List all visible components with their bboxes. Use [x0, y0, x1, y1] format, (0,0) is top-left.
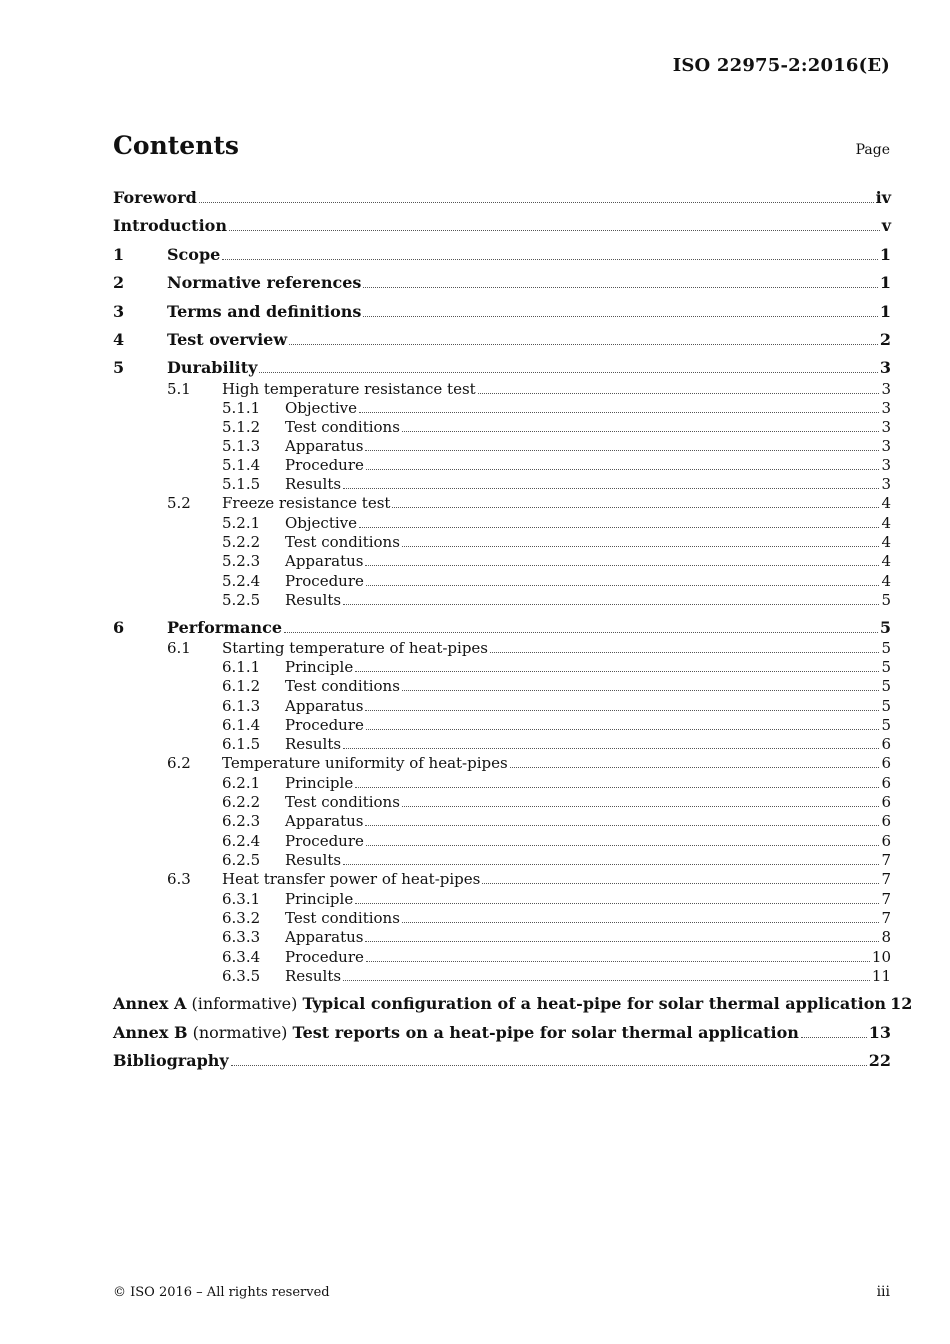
toc-entry-page: 3 [881, 418, 891, 436]
dot-leader [366, 729, 880, 730]
toc-entry-title-text: Annex B [113, 1023, 188, 1042]
dot-leader [259, 372, 877, 373]
toc-entry[interactable] [113, 1048, 891, 1070]
toc-entry-title-text: Terms and definitions [167, 302, 362, 321]
toc-entry-title [285, 591, 341, 609]
dot-leader [343, 748, 879, 749]
toc-entry-page: 4 [881, 572, 891, 590]
dot-leader [365, 941, 879, 942]
toc-entry-title-text: Normative references [167, 273, 362, 292]
toc-entry-page: 22 [868, 1051, 891, 1070]
toc-entry[interactable] [113, 587, 891, 609]
annex-title-text: Test reports on a heat-pipe for solar thermal application [292, 1023, 799, 1042]
toc-entry-title-text: Temperature uniformity of heat-pipes [222, 754, 508, 772]
toc-entry-number: 4 [113, 330, 125, 349]
dot-leader [366, 961, 870, 962]
toc-entry-page: 4 [881, 552, 891, 570]
toc-entry-page: 10 [871, 948, 891, 966]
dot-leader [355, 671, 879, 672]
toc-entry-title [113, 188, 197, 207]
toc-entry-number: 6.2.4 [222, 832, 261, 850]
toc-entry-number: 5.1.5 [222, 475, 261, 493]
annex-type-note: (informative) [186, 994, 303, 1013]
toc-entry-page: 7 [881, 890, 891, 908]
toc-entry-number: 5.2.5 [222, 591, 261, 609]
toc-entry-number: 5.1 [167, 380, 191, 398]
dot-leader [363, 287, 877, 288]
toc-entry-number: 6.2.5 [222, 851, 261, 869]
toc-entry-number: 6.2.3 [222, 812, 261, 830]
dot-leader [355, 787, 879, 788]
toc-entry-title-text: Principle [285, 774, 354, 792]
toc-entry-number: 6.3 [167, 870, 191, 888]
toc-entry-title-text: Procedure [285, 456, 364, 474]
toc-entry[interactable] [113, 866, 891, 888]
dot-leader [366, 845, 880, 846]
toc-entry-page: 1 [879, 273, 891, 292]
dot-leader [222, 259, 878, 260]
toc-entry[interactable] [113, 615, 891, 637]
dot-leader [343, 604, 879, 605]
annex-title-text: Typical configuration of a heat-pipe for solar thermal application [302, 994, 887, 1013]
toc-entry[interactable] [113, 548, 891, 570]
toc-entry-page: 6 [881, 832, 891, 850]
dot-leader [478, 393, 880, 394]
toc-entry-title-text: Performance [167, 618, 283, 637]
toc-entry-number: 5.1.1 [222, 399, 261, 417]
toc-entry-title-text: Results [285, 475, 342, 493]
toc-entry-title-text: Test conditions [285, 677, 400, 695]
toc-entry[interactable] [113, 1020, 891, 1042]
toc-entry-number: 5.2.1 [222, 514, 261, 532]
toc-entry-page: 3 [881, 399, 891, 417]
toc-entry-number: 5.2 [167, 494, 191, 512]
toc-entry-page: 5 [879, 618, 891, 637]
toc-entry-page: 3 [881, 456, 891, 474]
toc-entry-page: 5 [881, 639, 891, 657]
toc-entry-title [285, 967, 341, 985]
dot-leader [199, 202, 874, 203]
contents-heading: Contents [113, 131, 240, 160]
toc-entry-title-text: Results [285, 967, 342, 985]
toc-entry-page: iv [875, 188, 891, 207]
toc-entry-page: 2 [879, 330, 891, 349]
dot-leader [402, 806, 880, 807]
toc-entry-title [113, 1023, 799, 1042]
dot-leader [343, 864, 879, 865]
toc-entry-title [167, 273, 361, 292]
toc-entry-number: 6.3.5 [222, 967, 261, 985]
toc-entry-title-text: Bibliography [113, 1051, 229, 1070]
toc-entry-number: 6.2 [167, 754, 191, 772]
toc-entry-title-text: Starting temperature of heat-pipes [222, 639, 489, 657]
page-number: iii [876, 1284, 890, 1300]
toc-entry-title [167, 330, 287, 349]
dot-leader [490, 652, 879, 653]
toc-entry[interactable] [113, 185, 891, 207]
dot-leader [229, 230, 880, 231]
toc-entry-title [113, 1051, 229, 1070]
dot-leader [359, 412, 879, 413]
toc-entry-page: 3 [881, 437, 891, 455]
toc-entry-title-text: Procedure [285, 948, 364, 966]
copyright-notice: © ISO 2016 – All rights reserved [113, 1285, 330, 1300]
toc-entry[interactable] [113, 673, 891, 695]
toc-entry[interactable] [113, 490, 891, 512]
toc-entry-number: 6.2.2 [222, 793, 261, 811]
toc-entry-page: 1 [879, 302, 891, 321]
toc-entry-title [167, 245, 220, 264]
toc-entry-title-text: Procedure [285, 832, 364, 850]
dot-leader [402, 431, 880, 432]
toc-entry-title-text: Freeze resistance test [222, 494, 391, 512]
dot-leader [392, 507, 879, 508]
toc-entry-number: 6.3.2 [222, 909, 261, 927]
toc-entry-title-text: Test conditions [285, 793, 400, 811]
dot-leader [231, 1065, 867, 1066]
toc-entry-page: 5 [881, 716, 891, 734]
toc-entry[interactable] [113, 270, 891, 292]
toc-entry[interactable] [113, 242, 891, 264]
toc-entry-title-text: Objective [285, 514, 358, 532]
toc-entry-number: 3 [113, 302, 125, 321]
document-identifier: ISO 22975-2:2016(E) [672, 55, 890, 76]
toc-entry-page: 6 [881, 754, 891, 772]
toc-entry-title-text: Objective [285, 399, 358, 417]
toc-entry-number: 6.3.4 [222, 948, 261, 966]
toc-entry-page: 7 [881, 851, 891, 869]
toc-entry-title-text: Apparatus [285, 437, 364, 455]
dot-leader [289, 344, 878, 345]
toc-entry-title-text: Results [285, 735, 342, 753]
toc-entry-page: 4 [881, 494, 891, 512]
toc-entry-title [167, 302, 361, 321]
dot-leader [355, 903, 879, 904]
toc-entry[interactable] [113, 327, 891, 349]
toc-entry-title-text: Apparatus [285, 928, 364, 946]
toc-entry-title-text: Scope [167, 245, 221, 264]
page-column-label: Page [855, 142, 890, 158]
toc-entry-title-text: Heat transfer power of heat-pipes [222, 870, 481, 888]
toc-entry-number: 5.2.2 [222, 533, 261, 551]
toc-entry-title-text: High temperature resistance test [222, 380, 476, 398]
dot-leader [402, 546, 880, 547]
toc-entry-number: 6.1.1 [222, 658, 261, 676]
toc-entry-title-text: Durability [167, 358, 258, 377]
toc-entry[interactable] [113, 750, 891, 772]
toc-entry-title-text: Results [285, 851, 342, 869]
toc-entry-number: 5.1.3 [222, 437, 261, 455]
toc-entry-number: 1 [113, 245, 125, 264]
toc-entry-page: 12 [890, 994, 913, 1013]
dot-leader [482, 883, 879, 884]
dot-leader [365, 710, 879, 711]
dot-leader [402, 690, 880, 691]
toc-entry-title-text: Annex A [113, 994, 187, 1013]
toc-entry[interactable] [113, 299, 891, 321]
toc-entry-page: 5 [881, 697, 891, 715]
toc-entry-title-text: Apparatus [285, 812, 364, 830]
toc-entry-page: 3 [879, 358, 891, 377]
toc-entry-number: 5.2.3 [222, 552, 261, 570]
dot-leader [359, 527, 879, 528]
toc-entry-number: 6.1.2 [222, 677, 261, 695]
dot-leader [363, 316, 877, 317]
toc-entry[interactable] [113, 355, 891, 377]
toc-entry-page: 6 [881, 793, 891, 811]
toc-entry-page: 5 [881, 658, 891, 676]
toc-entry-page: 3 [881, 380, 891, 398]
toc-entry-page: 11 [871, 967, 891, 985]
toc-entry-title [113, 994, 886, 1013]
toc-entry-title-text: Foreword [113, 188, 197, 207]
toc-entry-page: 3 [881, 475, 891, 493]
dot-leader [365, 825, 879, 826]
dot-leader [343, 980, 870, 981]
toc-entry-number: 6.3.3 [222, 928, 261, 946]
toc-entry-number: 5 [113, 358, 125, 377]
toc-entry-number: 6.2.1 [222, 774, 261, 792]
toc-entry-title [167, 358, 257, 377]
toc-entry[interactable] [113, 991, 913, 1013]
toc-entry-page: 5 [881, 591, 891, 609]
toc-entry-title [113, 216, 227, 235]
toc-entry-number: 6.1.5 [222, 735, 261, 753]
toc-entry-number: 6.1.4 [222, 716, 261, 734]
toc-entry-title-text: Test conditions [285, 909, 400, 927]
toc-entry-page: 4 [881, 514, 891, 532]
toc-entry-page: 1 [879, 245, 891, 264]
dot-leader [366, 585, 880, 586]
toc-entry-page: 6 [881, 812, 891, 830]
toc-entry-number: 5.2.4 [222, 572, 261, 590]
dot-leader [284, 632, 878, 633]
toc-entry-number: 5.1.4 [222, 456, 261, 474]
toc-entry-title-text: Test conditions [285, 418, 400, 436]
dot-leader [510, 767, 880, 768]
dot-leader [801, 1037, 867, 1038]
dot-leader [365, 565, 879, 566]
toc-entry-title-text: Principle [285, 658, 354, 676]
toc-entry-page: 7 [881, 909, 891, 927]
toc-entry-number: 5.1.2 [222, 418, 261, 436]
annex-type-note: (normative) [187, 1023, 293, 1042]
toc-entry-page: 4 [881, 533, 891, 551]
toc-entry-title-text: Introduction [113, 216, 227, 235]
toc-entry-title-text: Procedure [285, 716, 364, 734]
toc-entry-title-text: Test overview [167, 330, 288, 349]
dot-leader [365, 450, 879, 451]
toc-entry-page: 13 [868, 1023, 891, 1042]
dot-leader [402, 922, 880, 923]
toc-entry-page: 8 [881, 928, 891, 946]
toc-entry-title-text: Apparatus [285, 552, 364, 570]
toc-entry-number: 6 [113, 618, 125, 637]
toc-entry-page: 6 [881, 735, 891, 753]
toc-entry-number: 6.3.1 [222, 890, 261, 908]
toc-entry-title-text: Procedure [285, 572, 364, 590]
toc-entry-page: v [881, 216, 891, 235]
toc-entry-title-text: Results [285, 591, 342, 609]
toc-entry-page: 5 [881, 677, 891, 695]
toc-entry[interactable] [113, 924, 891, 946]
toc-entry-number: 6.1 [167, 639, 191, 657]
toc-entry[interactable] [113, 808, 891, 830]
dot-leader [343, 488, 879, 489]
toc-entry[interactable] [113, 213, 891, 235]
toc-entry-title-text: Test conditions [285, 533, 400, 551]
toc-entry-number: 2 [113, 273, 125, 292]
toc-entry-page: 7 [881, 870, 891, 888]
toc-entry-page: 6 [881, 774, 891, 792]
toc-entry-number: 6.1.3 [222, 697, 261, 715]
toc-entry[interactable] [113, 963, 891, 985]
toc-entry-title-text: Apparatus [285, 697, 364, 715]
toc-entry-title-text: Principle [285, 890, 354, 908]
dot-leader [366, 469, 880, 470]
